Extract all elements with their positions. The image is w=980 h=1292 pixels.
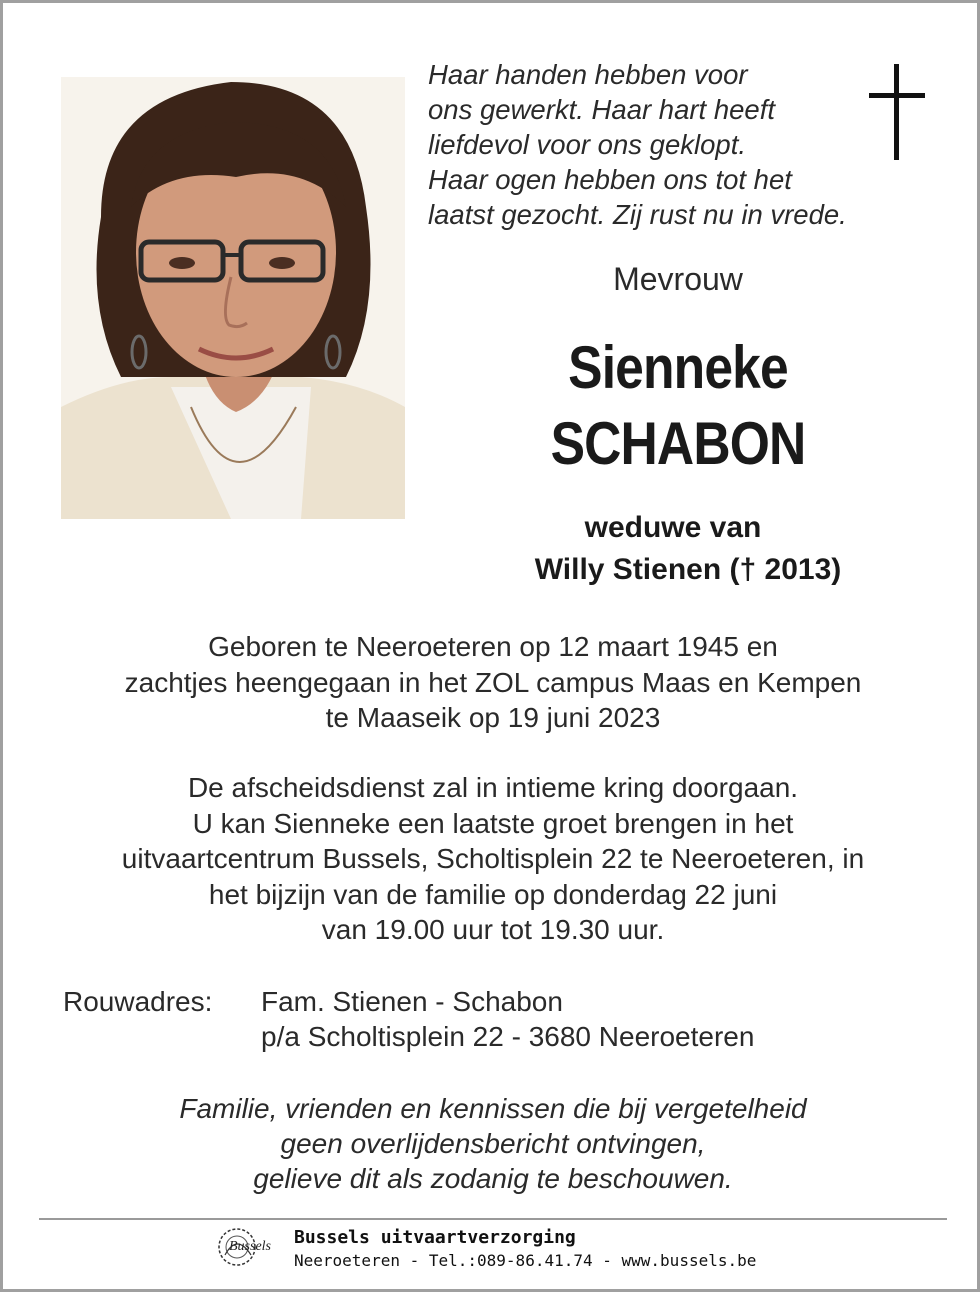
closing-line: Familie, vrienden en kennissen die bij vergetelheid <box>179 1093 807 1124</box>
funeral-home-logo <box>211 1225 285 1271</box>
address-line: p/a Scholtisplein 22 - 3680 Neeroeteren <box>261 1021 755 1052</box>
service-line: De afscheidsdienst zal in intieme kring doorgaan. <box>187 772 799 803</box>
cross-icon <box>869 64 925 160</box>
address-line: Fam. Stienen - Schabon <box>261 986 563 1017</box>
last-name: SCHABON <box>550 410 806 477</box>
info-line: zachtjes heengegaan in het ZOL campus Maas en Kempen <box>124 666 862 698</box>
company-contact: Neeroeteren - Tel.:089-86.41.74 - www.bussels.be <box>294 1251 757 1270</box>
logo-text: Bussels <box>229 1239 271 1254</box>
info-line: Geboren te Neeroeteren op 12 maart 1945 en <box>208 631 778 662</box>
service-line: uitvaartcentrum Bussels, Scholtisplein 22 te Neeroeteren, in <box>121 843 865 874</box>
closing-line: gelieve dit als zodanig te beschouwen. <box>253 1163 733 1194</box>
mourning-address <box>261 984 754 1054</box>
poem-line: laatst gezocht. Zij rust nu in vrede. <box>428 199 847 230</box>
poem <box>428 57 888 232</box>
service-line: het bijzijn van de familie op donderdag 22 juni <box>208 878 778 910</box>
service-info <box>43 770 943 948</box>
poem-line: Haar ogen hebben ons tot het <box>428 164 792 195</box>
first-name: Sienneke <box>568 334 788 401</box>
info-line: te Maaseik op 19 juni 2023 <box>325 702 661 733</box>
birth-death-info <box>43 629 943 736</box>
poem-line: ons gewerkt. Haar hart heeft <box>428 94 775 125</box>
closing-line: geen overlijdensbericht ontvingen, <box>280 1128 706 1159</box>
footer-divider <box>39 1218 947 1220</box>
relation-label: weduwe van <box>584 511 762 544</box>
poem-line: liefdevol voor ons geklopt. <box>428 129 746 160</box>
mourning-address-label: Rouwadres: <box>63 986 213 1017</box>
closing-note <box>43 1091 943 1196</box>
poem-line: Haar handen hebben voor <box>428 59 748 90</box>
service-line: U kan Sienneke een laatste groet brengen in het <box>192 807 794 839</box>
company-name: Bussels uitvaartverzorging <box>294 1227 576 1248</box>
service-line: van 19.00 uur tot 19.30 uur. <box>321 914 665 945</box>
spouse-name: Willy Stienen († 2013) <box>534 553 842 586</box>
portrait-photo <box>61 77 405 519</box>
salutation: Mevrouw <box>613 261 743 297</box>
